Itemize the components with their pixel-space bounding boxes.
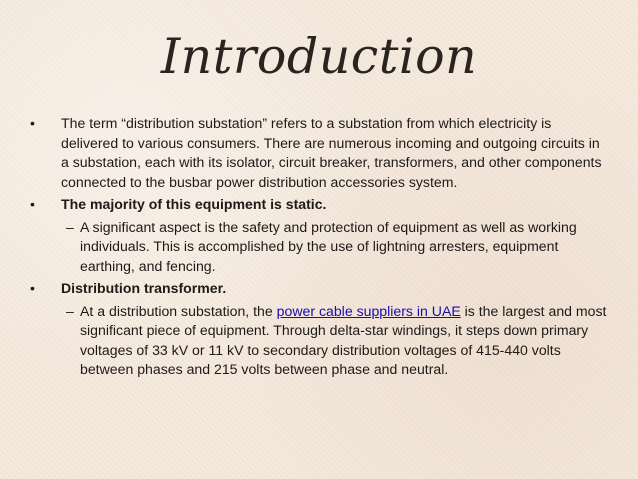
bullet-item-static-equipment: [30, 195, 610, 215]
slide-content: [30, 114, 610, 383]
power-cable-suppliers-link[interactable]: power cable suppliers in UAE: [276, 302, 461, 319]
bullet-text: Distribution transformer.: [61, 280, 227, 296]
sub-bullet-marker: –: [66, 302, 74, 319]
slide-title: Introduction: [160, 28, 478, 85]
sub-bullet-text-before: At a distribution substation, the: [80, 302, 277, 319]
bullet-item-substation-definition: [30, 114, 610, 192]
sub-bullet-marker: –: [66, 218, 74, 235]
bullet-item-distribution-transformer: [30, 279, 610, 299]
sub-bullet-text: A significant aspect is the safety and protection of equipment as well as working individuals. This is accomplished by the use of lightning arresters, equipment earthing, and fencing.: [80, 218, 577, 274]
bullet-marker: •: [30, 280, 35, 296]
bullet-text: The term “distribution substation” refers to a substation from which electricity is delivered to various consumers. There are numerous incoming and outgoing circuits in a substation, each with its isolator, circuit breaker, transformers, and other components connected to the busbar power distribution accessories system.: [61, 115, 602, 190]
sub-bullet-transformer-details: [30, 302, 610, 380]
bullet-marker: •: [30, 115, 35, 131]
sub-bullet-safety: [30, 218, 610, 277]
bullet-marker: •: [30, 196, 35, 212]
sub-bullet-text-after: is the largest and most significant piece of equipment. Through delta-star windings, it steps down primary voltages of 33 kV or 11 kV to secondary distribution voltages of 415-440 volts between phases and 215 volts between phase and neutral.: [80, 302, 607, 377]
bullet-text: The majority of this equipment is static.: [61, 196, 327, 212]
sub-bullet-text: [80, 303, 606, 378]
